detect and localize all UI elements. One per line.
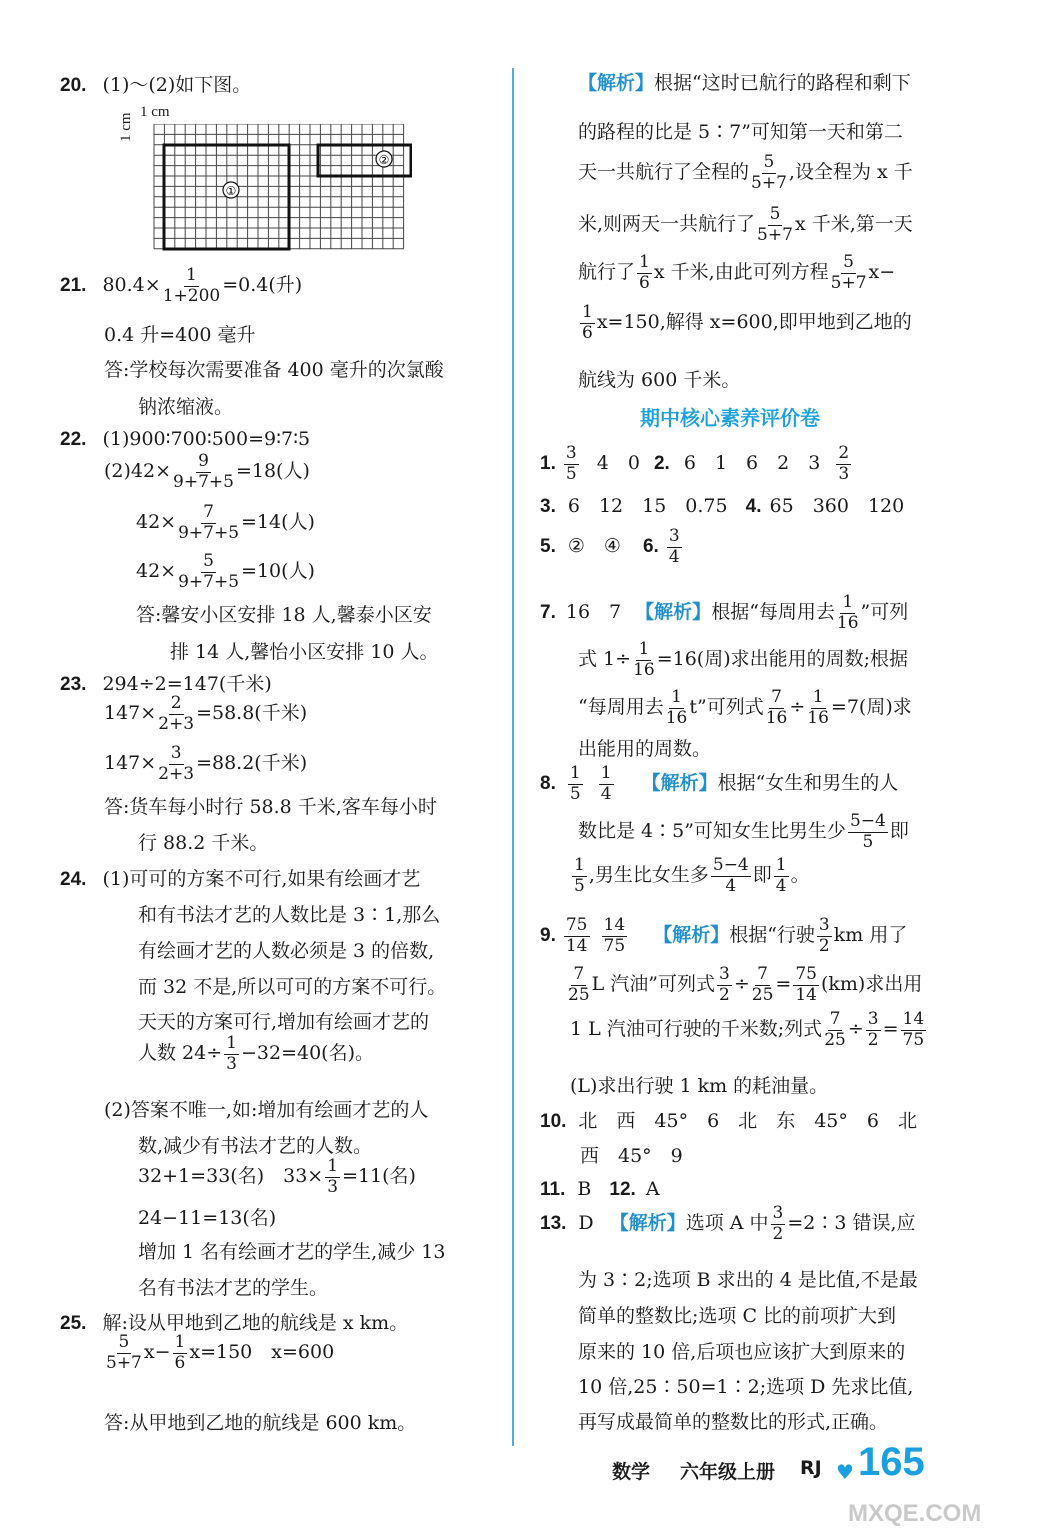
q21-answer-2: 钠浓缩液。 <box>138 396 234 418</box>
a7-line-4: 出能用的周数。 <box>578 738 712 760</box>
q25-line-1: 25. 解:设从甲地到乙地的航线是 x km。 <box>60 1312 409 1334</box>
q24-line-4: 而 32 不是,所以可可的方案不可行。 <box>138 976 447 998</box>
q21-line-1: 21. 80.4× $\frac{1}{1+200}$ =0.4(升) <box>60 265 303 306</box>
a9-line-1: 9. $\frac{75}{14}$ $\frac{14}{75}$ 【解析】根据“行驶 $\frac{3}{2}$ km 用了 <box>540 915 908 956</box>
q22-line-2: (2)42× $\frac{9}{9+7+5}$ =18(人) <box>104 451 310 492</box>
q23-line-2: 147× $\frac{2}{2+3}$ =58.8(千米) <box>104 693 308 734</box>
q23-answer-2: 行 88.2 千米。 <box>138 832 269 854</box>
watermark: MXQE.COM <box>848 1500 982 1527</box>
analysis-tag: 【解析】 <box>578 73 655 94</box>
q24-line-6: 人数 24÷ $\frac{1}{3}$ −32=40(名)。 <box>138 1033 374 1074</box>
a13-line-3: 简单的整数比;选项 C 比的前项扩大到 <box>578 1305 897 1327</box>
column-divider <box>512 68 514 1446</box>
a13-line-6: 再写成最简单的整数比的形式,正确。 <box>578 1411 889 1433</box>
q22-answer-1: 答:馨安小区安排 18 人,馨泰小区安 <box>136 604 432 626</box>
p1-line-4: 米,则两天一共航行了 $\frac{5}{5+7}$ x 千米,第一天 <box>578 204 913 245</box>
q20-number: 20. <box>60 75 87 96</box>
p1-line-5: 航行了 $\frac{1}{6}$ x 千米,由此可列方程 $\frac{5}{5+7}$ x− <box>578 252 896 293</box>
q24-line-8: 数,减少有书法才艺的人数。 <box>138 1135 373 1157</box>
a8-line-2: 数比是 4∶5”可知女生比男生少 $\frac{5-4}{5}$ 即 <box>578 811 909 852</box>
a7-line-3: “每周用去 $\frac{1}{16}$ t”可列式 $\frac{7}{16}$ ÷ $\frac{1}{16}$ =7(周)求 <box>578 687 912 728</box>
q25-number: 25. <box>60 1313 87 1334</box>
a10-line-1: 10. 北 西 45° 6 北 东 45° 6 北 <box>540 1110 917 1132</box>
a10-line-2: 西 45° 9 <box>580 1145 683 1167</box>
grid-label-2: ② <box>378 153 390 167</box>
answers-11-12: 11. B 12. A <box>540 1178 660 1200</box>
grid-unit-top: 1 cm <box>140 104 170 120</box>
footer-edition: RJ <box>800 1457 822 1479</box>
answers-5-6: 5. ② ④ 6. $\frac{3}{4}$ <box>540 526 680 567</box>
q23-line-1: 23. 294÷2=147(千米) <box>60 673 272 695</box>
q23-number: 23. <box>60 674 87 695</box>
answers-3-4: 3. 6 12 15 0.75 4. 65 360 120 <box>540 495 905 517</box>
q24-number: 24. <box>60 869 87 890</box>
q24-line-10: 24−11=13(名) <box>138 1207 277 1229</box>
q22-line-4: 42× $\frac{5}{9+7+5}$ =10(人) <box>136 551 315 592</box>
a13-line-2: 为 3∶2;选项 B 求出的 4 是比值,不是最 <box>578 1269 918 1291</box>
q20-line <box>60 70 251 97</box>
a13-line-1: 13. D 【解析】选项 A 中 $\frac{3}{2}$ =2∶3 错误,应 <box>540 1203 916 1244</box>
square-grid-figure <box>148 124 412 254</box>
footer-subject: 数学 <box>612 1461 651 1483</box>
p1-line-3: 天一共航行了全程的 $\frac{5}{5+7}$ ,设全程为 x 千 <box>578 152 913 193</box>
p1-line-2: 的路程的比是 5∶7”可知第一天和第二 <box>578 121 903 143</box>
a9-line-4: (L)求出行驶 1 km 的耗油量。 <box>570 1075 829 1097</box>
q24-line-1: 24. (1)可可的方案不可行,如果有绘画才艺 <box>60 868 421 890</box>
q24-line-5: 天天的方案可行,增加有绘画才艺的 <box>138 1011 430 1033</box>
fraction: $\frac{1}{1+200}$ <box>162 265 221 306</box>
q21-number: 21. <box>60 275 87 297</box>
a9-line-2: $\frac{7}{25}$ L 汽油”可列式 $\frac{3}{2}$ ÷ $\frac{7}{25}$ = $\frac{75}{14}$ (km)求出用 <box>568 964 923 1005</box>
q21-line-2: 0.4 升=400 毫升 <box>104 324 256 346</box>
q25-answer: 答:从甲地到乙地的航线是 600 km。 <box>104 1412 417 1434</box>
q24-line-9: 32+1=33(名) 33× $\frac{1}{3}$ =11(名) <box>138 1156 416 1197</box>
heart-icon: ♥ <box>836 1460 854 1484</box>
p1-line-7: 航线为 600 千米。 <box>578 369 741 391</box>
q24-line-12: 名有书法才艺的学生。 <box>138 1277 329 1299</box>
a7-line-2: 式 1÷ $\frac{1}{16}$ =16(周)求出能用的周数;根据 <box>578 639 909 680</box>
a13-line-5: 10 倍,25∶50=1∶2;选项 D 先求比值, <box>578 1376 914 1398</box>
q22-number: 22. <box>60 429 87 450</box>
q23-answer-1: 答:货车每小时行 58.8 千米,客车每小时 <box>104 796 437 818</box>
q25-line-2: $\frac{5}{5+7}$ x− $\frac{1}{6}$ x=150 x=600 <box>106 1332 335 1373</box>
q24-line-2: 和有书法才艺的人数比是 3∶1,那么 <box>138 904 441 926</box>
p1-line-1: 【解析】根据“这时已航行的路程和剩下 <box>578 72 911 94</box>
q22-answer-2: 排 14 人,馨怡小区安排 10 人。 <box>170 641 439 663</box>
a9-line-3: 1 L 汽油可行驶的千米数;列式 $\frac{7}{25}$ ÷ $\frac{3}{2}$ = $\frac{14}{75}$ <box>570 1009 925 1050</box>
p1-line-6: $\frac{1}{6}$ x=150,解得 x=600,即甲地到乙地的 <box>582 302 912 343</box>
q22-line-1: 22. (1)900∶700∶500=9∶7∶5 <box>60 428 311 450</box>
q24-line-3: 有绘画才艺的人数必须是 3 的倍数, <box>138 940 435 962</box>
q20-text: (1)～(2)如下图。 <box>102 74 252 96</box>
q24-line-7: (2)答案不唯一,如:增加有绘画才艺的人 <box>104 1099 429 1121</box>
a13-line-4: 原来的 10 倍,后项也应该扩大到原来的 <box>578 1341 906 1363</box>
grid-label-1: ① <box>225 184 237 198</box>
q21-answer-1: 答:学校每次需要准备 400 毫升的次氯酸 <box>104 359 444 381</box>
q24-line-11: 增加 1 名有绘画才艺的学生,减少 13 <box>138 1241 446 1263</box>
grid-lines <box>154 124 404 249</box>
section-title: 期中核心素养评价卷 <box>640 406 820 430</box>
a7-line-1: 7. 16 7 【解析】根据“每周用去 $\frac{1}{16}$ ”可列 <box>540 592 909 633</box>
page-number: 165 <box>858 1440 925 1484</box>
q22-line-3: 42× $\frac{7}{9+7+5}$ =14(人) <box>136 502 315 543</box>
grid-unit-side: 1 cm <box>118 112 134 142</box>
answers-1-2: 1. $\frac{3}{5}$ 4 0 2. 6 1 6 2 3 $\frac{2}{3}$ <box>540 443 850 484</box>
footer-grade: 六年级上册 <box>680 1461 776 1483</box>
a8-line-1: 8. $\frac{1}{5}$ $\frac{1}{4}$ 【解析】根据“女生和男生的人 <box>540 763 899 804</box>
q23-line-3: 147× $\frac{3}{2+3}$ =88.2(千米) <box>104 743 308 784</box>
rectangle-2 <box>318 145 411 176</box>
a8-line-3: $\frac{1}{5}$ ,男生比女生多 $\frac{5-4}{4}$ 即 $\frac{1}{4}$ 。 <box>574 855 810 896</box>
